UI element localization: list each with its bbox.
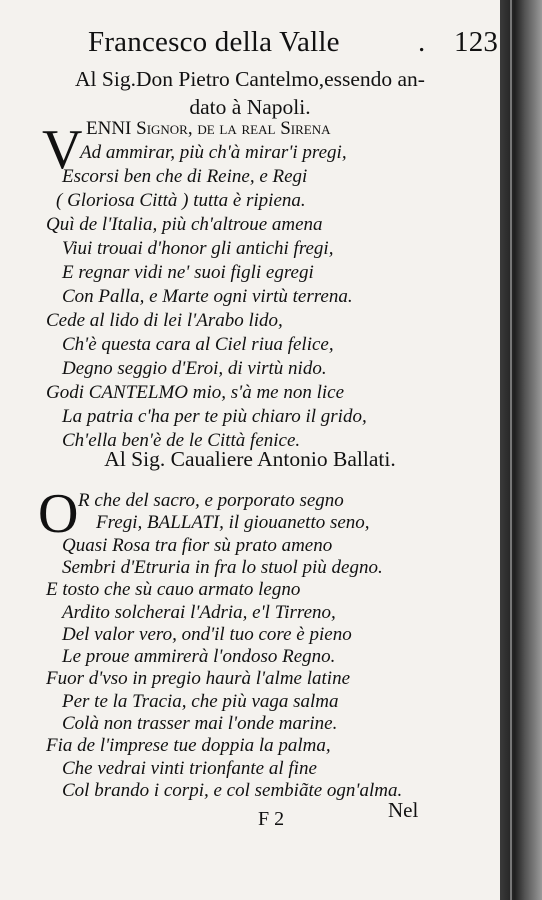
poem-line: ( Gloriosa Città ) tutta è ripiena. [56, 190, 306, 211]
page-edge-binding [500, 0, 542, 900]
catchword: Nel [388, 798, 419, 822]
page-number: 123 [454, 26, 499, 58]
poem-line: Le proue ammirerà l'ondoso Regno. [62, 646, 336, 668]
poem-line: Fuor d'vso in pregio haurà l'alme latine [46, 668, 351, 690]
poem-line: E tosto che sù cauo armato legno [46, 579, 301, 601]
poem-line: Quasi Rosa tra fior sù prato ameno [62, 534, 333, 556]
sonnet2-drop-cap: O [38, 483, 79, 545]
poem-line: Ad ammirar, più ch'à mirar'i pregi, [80, 142, 347, 163]
poem-line: La patria c'ha per te più chiaro il grido, [62, 406, 367, 427]
poem-line: Del valor vero, ond'il tuo core è pieno [62, 623, 352, 645]
poem-line: Colà non trasser mai l'onde marine. [62, 713, 338, 734]
page-edge-line [510, 0, 512, 900]
sonnet1-title-line1: Al Sig.Don Pietro Cantelmo,essendo an- [75, 67, 425, 91]
poem-line: Cede al lido di lei l'Arabo lido, [46, 310, 283, 331]
poem-line: Ardito solcherai l'Adria, e'l Tirreno, [62, 601, 336, 623]
poem-line: Con Palla, e Marte ogni virtù terrena. [62, 286, 353, 307]
poem-line: Per te la Tracia, che più vaga salma [62, 690, 339, 712]
poem-line: Sembri d'Etruria in fra lo stuol più degno. [62, 556, 383, 578]
poem-line: Col brando i corpi, e col sembiãte ogn'alma. [62, 779, 403, 801]
running-header-separator: . [418, 26, 426, 58]
running-header-author: Francesco della Valle [88, 26, 340, 58]
poem-line: Ch'è questa cara al Ciel riua felice, [62, 334, 334, 355]
poem-line: Degno seggio d'Eroi, di virtù nido. [62, 358, 327, 379]
signature-mark: F 2 [258, 808, 285, 830]
poem-line: Viui trouai d'honor gli antichi fregi, [62, 238, 334, 259]
poem-line: Quì de l'Italia, più ch'altroue amena [46, 214, 323, 235]
poem-line: Godi CANTELMO mio, s'à me non lice [46, 382, 345, 403]
poem-line: R che del sacro, e porporato segno [78, 490, 344, 511]
running-header [88, 26, 499, 66]
poem-line: Fregi, BALLATI, il giouanetto seno, [96, 512, 370, 534]
poem-line: ENNI Signor, de la real Sirena [86, 118, 331, 139]
sonnet1-drop-cap: V [42, 119, 83, 181]
sonnet2-title: Al Sig. Caualiere Antonio Ballati. [104, 447, 396, 471]
poem-line: Che vedrai vinti trionfante al fine [62, 757, 317, 779]
poem-line: E regnar vidi ne' suoi figli egregi [62, 262, 314, 283]
sonnet1-title-line2: dato à Napoli. [189, 95, 311, 119]
poem-line: Escorsi ben che di Reine, e Regi [62, 166, 308, 187]
poem-line: Fia de l'imprese tue doppia la palma, [46, 735, 331, 757]
poem-line: Ch'ella ben'è de le Città fenice. [62, 430, 301, 451]
